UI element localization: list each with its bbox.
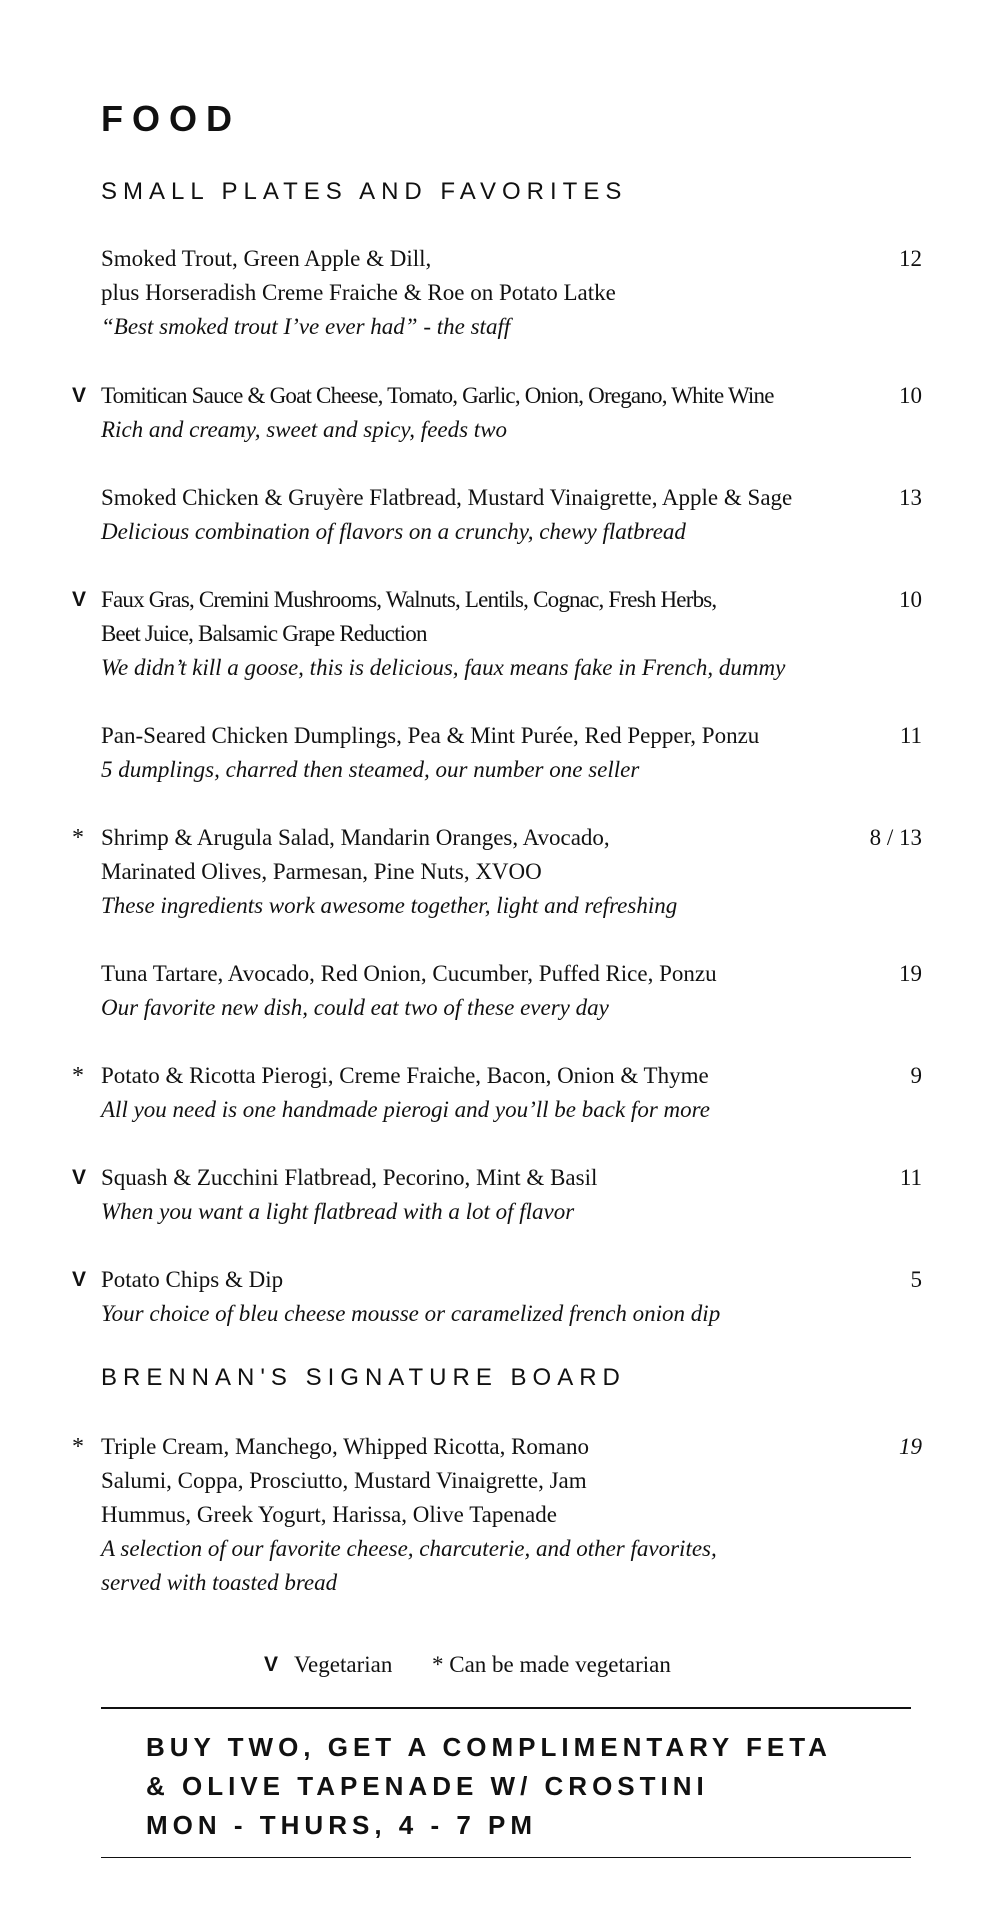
item-description: Your choice of bleu cheese mousse or caramelized french onion dip — [101, 1301, 721, 1326]
item-ingredients: plus Horseradish Creme Fraiche & Roe on Potato Latke — [101, 280, 616, 305]
item-ingredients: Tomitican Sauce & Goat Cheese, Tomato, Garlic, Onion, Oregano, White Wine — [101, 383, 774, 408]
item-ingredients: Beet Juice, Balsamic Grape Reduction — [101, 621, 427, 646]
item-text — [101, 242, 871, 344]
item-price: 9 — [910, 1063, 922, 1088]
item-price: 11 — [899, 723, 922, 748]
item-text — [101, 1263, 871, 1331]
vegetarian-marker: V — [72, 1268, 87, 1291]
can-be-vegetarian-marker: * — [72, 1063, 84, 1089]
item-ingredients: Faux Gras, Cremini Mushrooms, Walnuts, Lentils, Cognac, Fresh Herbs, — [101, 587, 717, 612]
item-description: Delicious combination of flavors on a crunchy, chewy flatbread — [101, 519, 686, 544]
item-description: All you need is one handmade pierogi and you’ll be back for more — [101, 1097, 710, 1122]
item-price: 5 — [910, 1267, 922, 1292]
item-description: Rich and creamy, sweet and spicy, feeds two — [101, 417, 508, 442]
promo-banner — [146, 1728, 832, 1845]
item-ingredients: Pan-Seared Chicken Dumplings, Pea & Mint Purée, Red Pepper, Ponzu — [101, 723, 760, 748]
item-price: 11 — [899, 1165, 922, 1190]
item-ingredients: Potato Chips & Dip — [101, 1267, 284, 1292]
item-text — [101, 1430, 871, 1600]
item-price: 19 — [899, 1434, 922, 1459]
item-ingredients: Smoked Chicken & Gruyère Flatbread, Mustard Vinaigrette, Apple & Sage — [101, 485, 793, 510]
item-ingredients: Tuna Tartare, Avocado, Red Onion, Cucumber, Puffed Rice, Ponzu — [101, 961, 717, 986]
vegetarian-marker: V — [72, 588, 87, 611]
promo-line: MON - THURS, 4 - 7 PM — [146, 1810, 538, 1840]
item-text — [101, 379, 871, 447]
item-ingredients: Hummus, Greek Yogurt, Harissa, Olive Tapenade — [101, 1502, 557, 1527]
vegetarian-marker: V — [72, 1166, 87, 1189]
section-heading-signature-board: BRENNAN'S SIGNATURE BOARD — [101, 1364, 626, 1391]
item-description: “Best smoked trout I’ve ever had” - the staff — [101, 314, 511, 339]
item-price: 10 — [899, 587, 922, 612]
page-title: FOOD — [101, 98, 241, 139]
divider-top — [101, 1707, 911, 1709]
item-price: 13 — [899, 485, 922, 510]
item-ingredients: Marinated Olives, Parmesan, Pine Nuts, XVOO — [101, 859, 542, 884]
vegetarian-label: Vegetarian — [294, 1652, 393, 1677]
vegetarian-marker: V — [264, 1653, 279, 1676]
item-text — [101, 1161, 871, 1229]
item-text — [101, 957, 871, 1025]
can-be-vegetarian-marker: * — [72, 825, 84, 851]
item-ingredients: Shrimp & Arugula Salad, Mandarin Oranges, Avocado, — [101, 825, 610, 850]
item-ingredients: Triple Cream, Manchego, Whipped Ricotta, Romano — [101, 1434, 590, 1459]
item-ingredients: Potato & Ricotta Pierogi, Creme Fraiche, Bacon, Onion & Thyme — [101, 1063, 709, 1088]
item-description: These ingredients work awesome together, light and refreshing — [101, 893, 678, 918]
item-text — [101, 583, 871, 685]
item-ingredients: Squash & Zucchini Flatbread, Pecorino, Mint & Basil — [101, 1165, 598, 1190]
can-be-vegetarian-label: * Can be made vegetarian — [432, 1652, 671, 1677]
item-price: 10 — [899, 383, 922, 408]
item-text — [101, 719, 871, 787]
item-description: served with toasted bread — [101, 1570, 338, 1595]
item-text — [101, 821, 871, 923]
item-ingredients: Smoked Trout, Green Apple & Dill, — [101, 246, 432, 271]
item-description: 5 dumplings, charred then steamed, our number one seller — [101, 757, 640, 782]
promo-line: & OLIVE TAPENADE W/ CROSTINI — [146, 1771, 709, 1801]
item-price: 12 — [899, 246, 922, 271]
item-description: When you want a light flatbread with a lot of flavor — [101, 1199, 575, 1224]
vegetarian-marker: V — [72, 384, 87, 407]
item-description: Our favorite new dish, could eat two of these every day — [101, 995, 609, 1020]
item-price: 8 / 13 — [869, 825, 922, 850]
item-price: 19 — [899, 961, 922, 986]
item-description: A selection of our favorite cheese, charcuterie, and other favorites, — [101, 1536, 717, 1561]
item-text — [101, 1059, 871, 1127]
can-be-vegetarian-marker: * — [72, 1434, 84, 1460]
item-ingredients: Salumi, Coppa, Prosciutto, Mustard Vinaigrette, Jam — [101, 1468, 587, 1493]
item-description: We didn’t kill a goose, this is delicious, faux means fake in French, dummy — [101, 655, 786, 680]
promo-line: BUY TWO, GET A COMPLIMENTARY FETA — [146, 1732, 832, 1762]
item-text — [101, 481, 871, 549]
divider-bottom — [101, 1857, 911, 1858]
section-heading-small-plates: SMALL PLATES AND FAVORITES — [101, 178, 628, 205]
